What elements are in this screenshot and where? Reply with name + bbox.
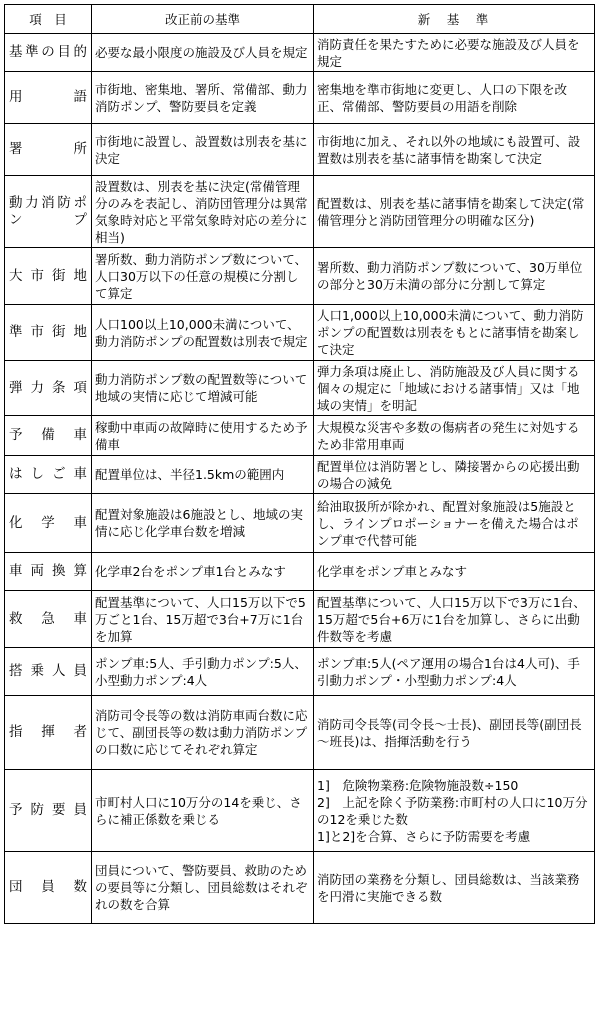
row-new-standard-cell: 給油取扱所が除かれ、配置対象施設は5施設とし、ラインプロポーショナーを備えた場合はポンプ車で代替可能 bbox=[314, 494, 595, 553]
row-old-standard-cell: 署所数、動力消防ポンプ数について、人口30万以下の任意の規模に分割して算定 bbox=[92, 248, 314, 305]
row-new-standard-cell: 消防団の業務を分類し、団員総数は、当該業務を円滑に実施できる数 bbox=[314, 852, 595, 924]
row-old-standard-cell: 配置基準について、人口15万以下で5万ごと1台、15万超で3台+7万に1台を加算 bbox=[92, 591, 314, 648]
row-item-cell: 弾力条項 bbox=[5, 361, 92, 416]
table-row bbox=[5, 648, 595, 696]
row-item-cell: 署所 bbox=[5, 124, 92, 176]
row-item-cell: 基準の目的 bbox=[5, 34, 92, 72]
row-item-cell: 化学車 bbox=[5, 494, 92, 553]
table-row bbox=[5, 852, 595, 924]
table-row bbox=[5, 696, 595, 770]
table-row bbox=[5, 456, 595, 494]
row-new-standard-cell: 市街地に加え、それ以外の地域にも設置可、設置数は別表を基に諸事情を勘案して決定 bbox=[314, 124, 595, 176]
row-new-standard-cell: 1] 危険物業務:危険物施設数÷150 2] 上記を除く予防業務:市町村の人口に10万分の12を乗じた数 1]と2]を合算、さらに予防需要を考慮 bbox=[314, 770, 595, 852]
row-item-cell: 予防要員 bbox=[5, 770, 92, 852]
row-old-standard-cell: ポンプ車:5人、手引動力ポンプ:5人、小型動力ポンプ:4人 bbox=[92, 648, 314, 696]
row-old-standard-cell: 団員について、警防要員、救助のための要員等に分類し、団員総数はそれぞれの数を合算 bbox=[92, 852, 314, 924]
table-row bbox=[5, 591, 595, 648]
table-row bbox=[5, 176, 595, 248]
row-old-standard-cell: 市町村人口に10万分の14を乗じ、さらに補正係数を乗じる bbox=[92, 770, 314, 852]
row-old-standard-cell: 化学車2台をポンプ車1台とみなす bbox=[92, 553, 314, 591]
row-old-standard-cell: 設置数は、別表を基に決定(常備管理分のみを表記し、消防団管理分は異常気象時対応と平常気象時対応の差分に相当) bbox=[92, 176, 314, 248]
row-new-standard-cell: 配置基準について、人口15万以下で3万に1台、15万超で5台+6万に1台を加算し、さらに出動件数等を考慮 bbox=[314, 591, 595, 648]
row-old-standard-cell: 消防司令長等の数は消防車両台数に応じて、副団長等の数は動力消防ポンプの口数に応じてそれぞれ算定 bbox=[92, 696, 314, 770]
row-new-standard-cell: 大規模な災害や多数の傷病者の発生に対処するため非常用車両 bbox=[314, 416, 595, 456]
row-old-standard-cell: 配置対象施設は6施設とし、地域の実情に応じ化学車台数を増減 bbox=[92, 494, 314, 553]
table-row bbox=[5, 72, 595, 124]
row-new-standard-cell: 弾力条項は廃止し、消防施設及び人員に関する個々の規定に「地域における諸事情」又は「地域の実情」を明記 bbox=[314, 361, 595, 416]
row-new-standard-cell: 配置数は、別表を基に諸事情を勘案して決定(常備管理分と消防団管理分の明確な区分) bbox=[314, 176, 595, 248]
row-item-cell: 動力消防ポンプ bbox=[5, 176, 92, 248]
row-new-standard-cell: 密集地を準市街地に変更し、人口の下限を改正、常備部、警防要員の用語を削除 bbox=[314, 72, 595, 124]
table-row bbox=[5, 494, 595, 553]
row-old-standard-cell: 人口100以上10,000未満について、動力消防ポンプの配置数は別表で規定 bbox=[92, 305, 314, 361]
row-new-standard-cell: ポンプ車:5人(ペア運用の場合1台は4人可)、手引動力ポンプ・小型動力ポンプ:4人 bbox=[314, 648, 595, 696]
row-new-standard-cell: 消防責任を果たすために必要な施設及び人員を規定 bbox=[314, 34, 595, 72]
row-item-cell: 準市街地 bbox=[5, 305, 92, 361]
table-row bbox=[5, 124, 595, 176]
row-item-cell: 指揮者 bbox=[5, 696, 92, 770]
row-item-cell: 搭乗人員 bbox=[5, 648, 92, 696]
row-item-cell: はしご車 bbox=[5, 456, 92, 494]
table-row bbox=[5, 34, 595, 72]
row-new-standard-cell: 署所数、動力消防ポンプ数について、30万単位の部分と30万未満の部分に分割して算定 bbox=[314, 248, 595, 305]
header-old-standard: 改正前の基準 bbox=[92, 5, 314, 34]
row-item-cell: 団員数 bbox=[5, 852, 92, 924]
row-new-standard-cell: 配置単位は消防署とし、隣接署からの応援出動の場合の減免 bbox=[314, 456, 595, 494]
row-item-cell: 用語 bbox=[5, 72, 92, 124]
row-old-standard-cell: 必要な最小限度の施設及び人員を規定 bbox=[92, 34, 314, 72]
row-item-cell: 車両換算 bbox=[5, 553, 92, 591]
row-old-standard-cell: 配置単位は、半径1.5kmの範囲内 bbox=[92, 456, 314, 494]
table-body bbox=[5, 34, 595, 924]
table-row bbox=[5, 770, 595, 852]
header-item: 項 目 bbox=[5, 5, 92, 34]
row-old-standard-cell: 稼動中車両の故障時に使用するため予備車 bbox=[92, 416, 314, 456]
table-row bbox=[5, 305, 595, 361]
header-new-standard: 新 基 準 bbox=[314, 5, 595, 34]
table-row bbox=[5, 248, 595, 305]
row-new-standard-cell: 化学車をポンプ車とみなす bbox=[314, 553, 595, 591]
row-item-cell: 予備車 bbox=[5, 416, 92, 456]
comparison-table bbox=[4, 4, 595, 924]
table-row bbox=[5, 361, 595, 416]
table-row bbox=[5, 553, 595, 591]
row-item-cell: 大市街地 bbox=[5, 248, 92, 305]
row-new-standard-cell: 人口1,000以上10,000未満について、動力消防ポンプの配置数は別表をもとに諸事情を勘案して決定 bbox=[314, 305, 595, 361]
header-row bbox=[5, 5, 595, 34]
row-old-standard-cell: 市街地に設置し、設置数は別表を基に決定 bbox=[92, 124, 314, 176]
row-old-standard-cell: 市街地、密集地、署所、常備部、動力消防ポンプ、警防要員を定義 bbox=[92, 72, 314, 124]
row-old-standard-cell: 動力消防ポンプ数の配置数等について地域の実情に応じて増減可能 bbox=[92, 361, 314, 416]
table-row bbox=[5, 416, 595, 456]
row-item-cell: 救急車 bbox=[5, 591, 92, 648]
row-new-standard-cell: 消防司令長等(司令長～士長)、副団長等(副団長～班長)は、指揮活動を行う bbox=[314, 696, 595, 770]
